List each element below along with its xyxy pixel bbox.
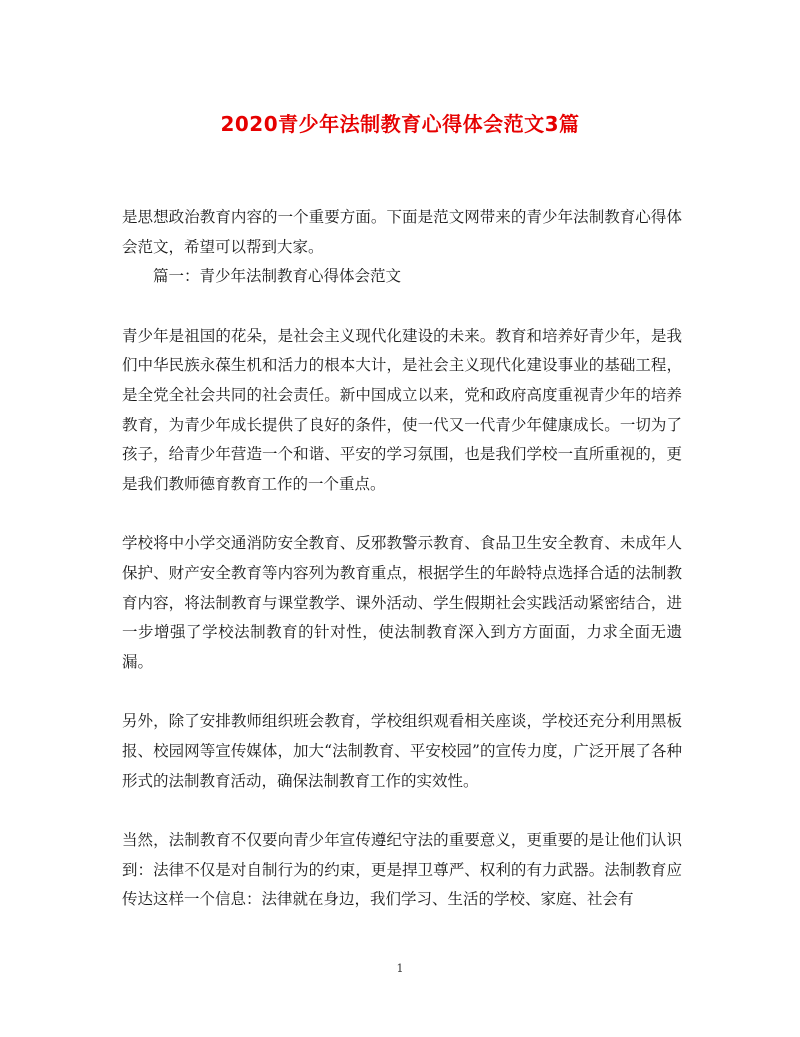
document-body — [122, 203, 682, 915]
body-paragraph-2: 学校将中小学交通消防安全教育、反邪教警示教育、食品卫生安全教育、未成年人保护、财产安全教育等内容列为教育重点，根据学生的年龄特点选择合适的法制教育内容，将法制教育与课堂教学、课外活动、学生假期社会实践活动紧密结合，进一步增强了学校法制教育的针对性，使法制教育深入到方方面面，力求全面无遗漏。 — [122, 534, 682, 671]
paragraph-gap — [122, 796, 682, 826]
paragraph-gap — [122, 499, 682, 529]
page-number: 1 — [396, 962, 404, 975]
body-paragraph-1: 青少年是祖国的花朵，是社会主义现代化建设的未来。教育和培养好青少年，是我们中华民族永葆生机和活力的根本大计，是社会主义现代化建设事业的基础工程，是全党全社会共同的社会责任。新中国成立以来，党和政府高度重视青少年的培养教育，为青少年成长提供了良好的条件，使一代又一代青少年健康成长。一切为了孩子，给青少年营造一个和谐、平安的学习氛围，也是我们学校一直所重视的，更是我们教师德育教育工作的一个重点。 — [122, 326, 682, 493]
paragraph-gap — [122, 677, 682, 707]
intro-paragraph: 是思想政治教育内容的一个重要方面。下面是范文网带来的青少年法制教育心得体会范文，希望可以帮到大家。 — [122, 208, 682, 256]
section-heading: 篇一：青少年法制教育心得体会范文 — [153, 267, 402, 286]
document-title: 2020青少年法制教育心得体会范文3篇 — [220, 112, 580, 136]
paragraph-gap — [122, 292, 682, 322]
body-paragraph-4: 当然，法制教育不仅要向青少年宣传遵纪守法的重要意义，更重要的是让他们认识到：法律不仅是对自制行为的约束，更是捍卫尊严、权利的有力武器。法制教育应传达这样一个信息：法律就在身边，我们学习、生活的学校、家庭、社会有 — [122, 831, 682, 909]
body-paragraph-3: 另外，除了安排教师组织班会教育，学校组织观看相关座谈，学校还充分利用黑板报、校园网等宣传媒体，加大“法制教育、平安校园”的宣传力度，广泛开展了各种形式的法制教育活动，确保法制教育工作的实效性。 — [122, 712, 682, 790]
